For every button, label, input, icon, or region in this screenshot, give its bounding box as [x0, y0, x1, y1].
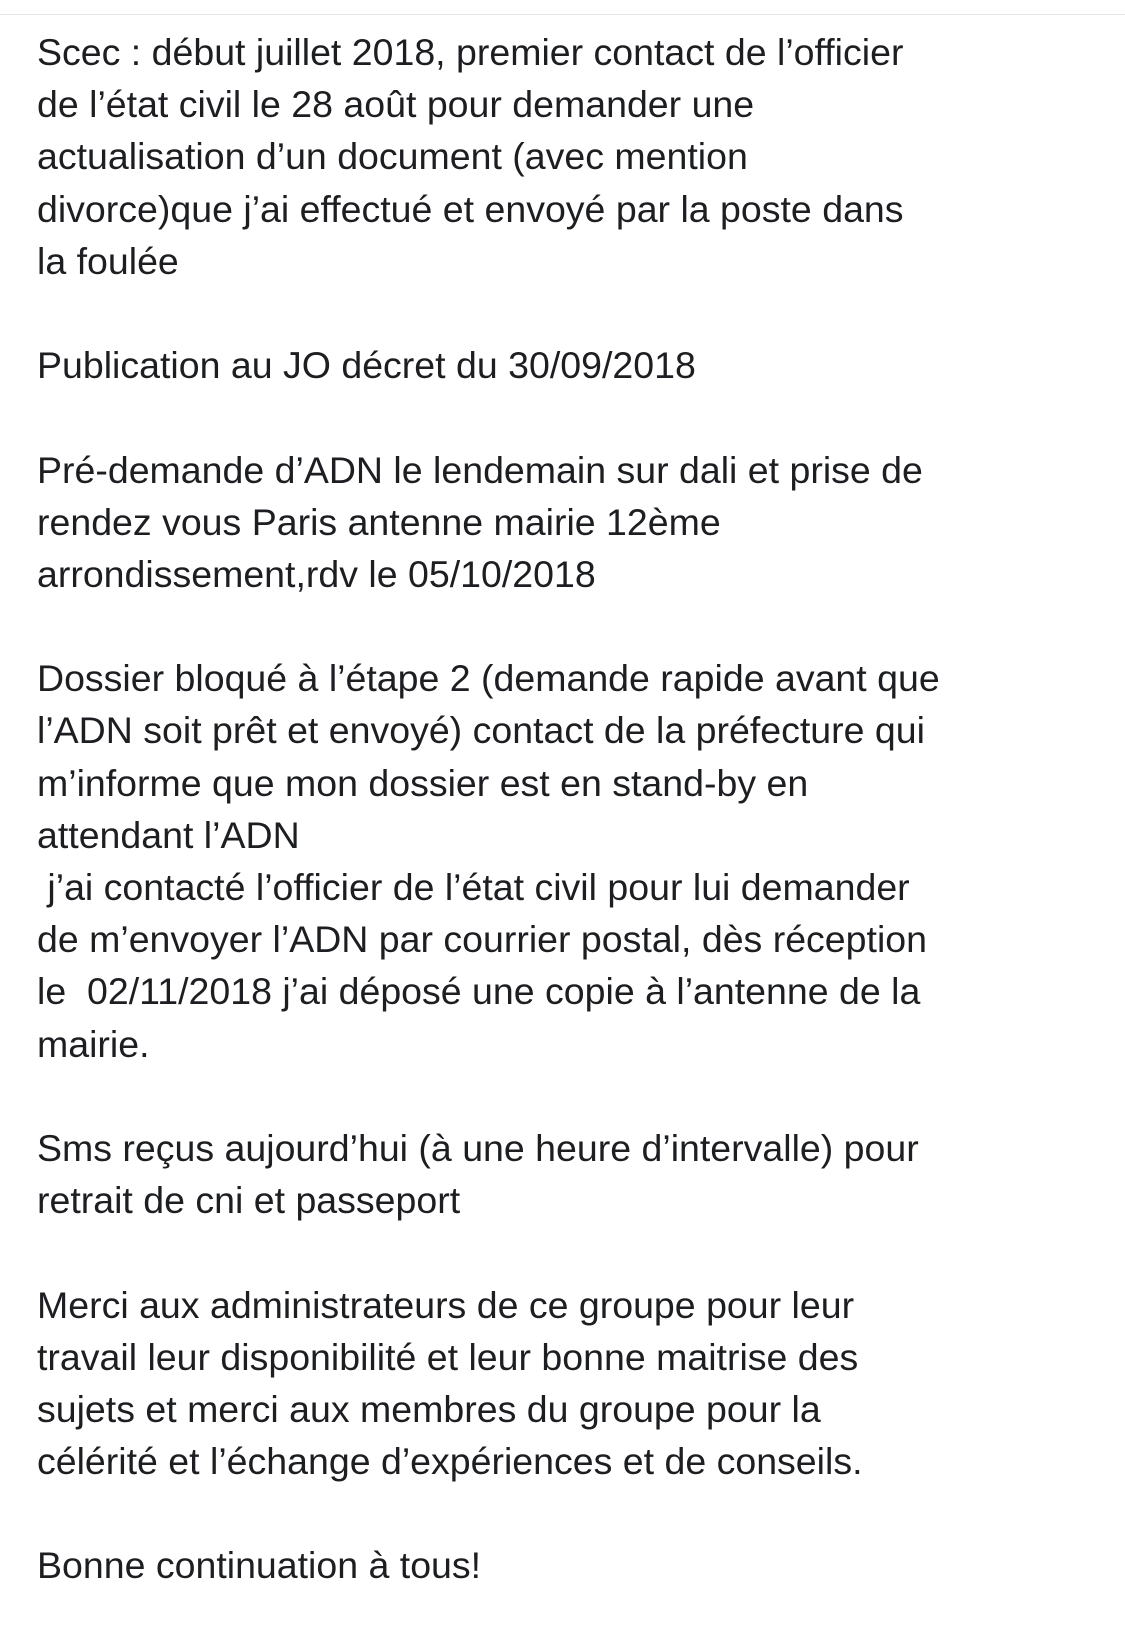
text-line: de l’état civil le 28 août pour demander une: [37, 83, 755, 126]
text-line: Bonne continuation à tous!: [37, 1544, 482, 1587]
paragraph-pre-demande-adn: [37, 444, 1109, 601]
text-line: Scec : début juillet 2018, premier contact de l’officier: [37, 31, 904, 73]
paragraph-spacer: [37, 600, 1109, 652]
text-line: mairie.: [37, 1022, 150, 1065]
text-line: j’ai contacté l’officier de l’état civil pour lui demander: [37, 866, 910, 908]
paragraph-spacer: [37, 1226, 1109, 1278]
text-line: actualisation d’un document (avec mention: [37, 135, 748, 178]
paragraph-spacer: [37, 1070, 1109, 1122]
text-line: Sms reçus aujourd’hui (à une heure d’intervalle) pour: [37, 1126, 919, 1169]
text-line: le 02/11/2018 j’ai déposé une copie à l’antenne de la: [37, 970, 921, 1013]
text-line: retrait de cni et passeport: [37, 1179, 461, 1222]
text-line: célérité et l’échange d’expériences et de conseils.: [37, 1440, 863, 1483]
post-body: [37, 26, 1109, 1592]
paragraph-sms-recus: [37, 1122, 1109, 1226]
paragraph-scec-timeline: [37, 26, 1109, 287]
text-line: m’informe que mon dossier est en stand-by en: [37, 761, 809, 804]
text-line: arrondissement,rdv le 05/10/2018: [37, 552, 596, 595]
text-line: sujets et merci aux membres du groupe pour la: [37, 1387, 821, 1430]
text-line: attendant l’ADN: [37, 813, 300, 856]
text-line: divorce)que j’ai effectué et envoyé par la poste dans: [37, 187, 904, 230]
paragraph-spacer: [37, 1487, 1109, 1539]
paragraph-spacer: [37, 391, 1109, 443]
text-line: la foulée: [37, 239, 179, 282]
text-line: rendez vous Paris antenne mairie 12ème: [37, 500, 721, 543]
text-line: Pré-demande d’ADN le lendemain sur dali et prise de: [37, 448, 923, 491]
text-line: Dossier bloqué à l’étape 2 (demande rapide avant que: [37, 657, 940, 700]
text-line: Merci aux administrateurs de ce groupe pour leur: [37, 1283, 855, 1326]
text-line: Publication au JO décret du 30/09/2018: [37, 344, 696, 387]
paragraph-bonne-continuation: [37, 1539, 1109, 1591]
paragraph-dossier-bloque: [37, 652, 1109, 1070]
paragraph-remerciements: [37, 1279, 1109, 1488]
text-line: travail leur disponibilité et leur bonne maitrise des: [37, 1335, 859, 1378]
top-divider: [0, 14, 1125, 15]
text-line: de m’envoyer l’ADN par courrier postal, dès réception: [37, 918, 927, 961]
paragraph-publication-jo: [37, 339, 1109, 391]
paragraph-spacer: [37, 287, 1109, 339]
text-line: l’ADN soit prêt et envoyé) contact de la préfecture qui: [37, 709, 925, 752]
